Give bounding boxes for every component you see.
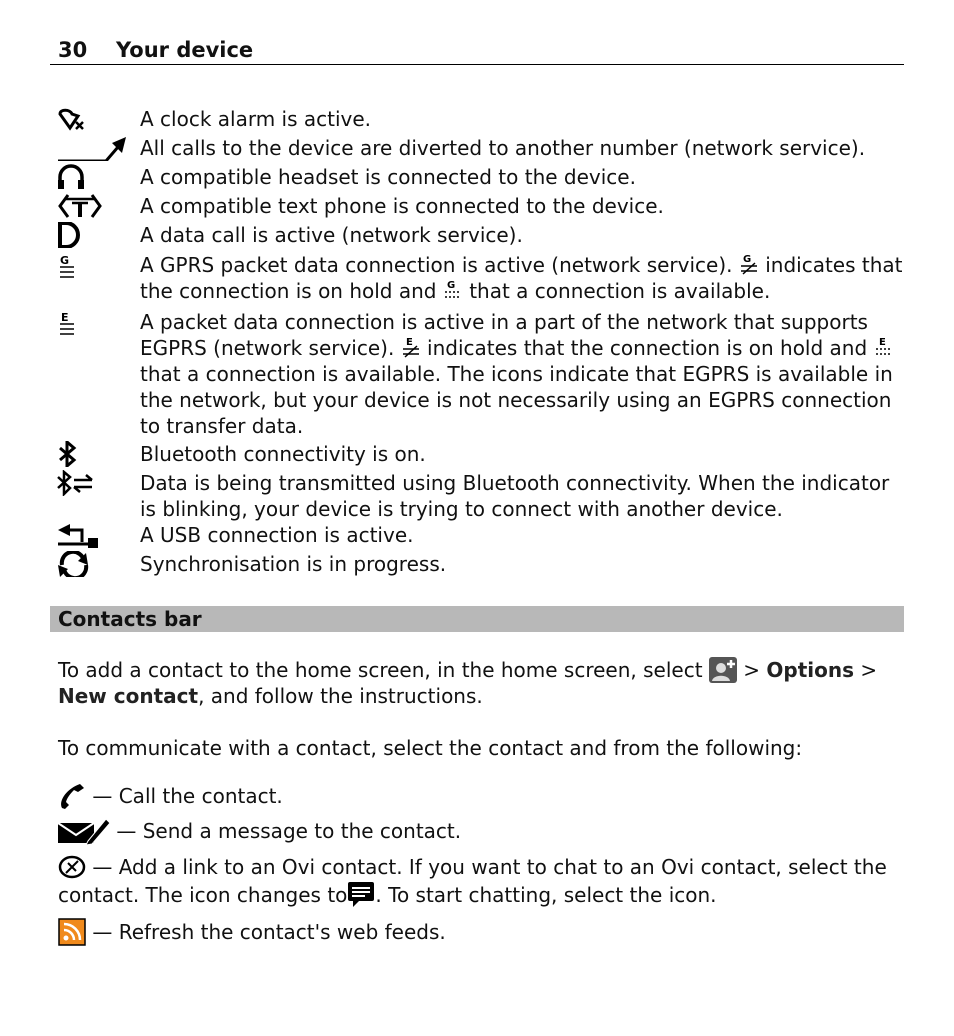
page-number: 30 — [58, 38, 88, 62]
data-call-icon — [56, 222, 126, 248]
call-divert-icon — [56, 135, 126, 161]
message-item: — Send a message to the contact. — [58, 817, 908, 845]
egprs-hold-icon — [401, 335, 421, 359]
indicator-text: A GPRS packet data connection is active (network service). G indicates that the connection is on hold and G that a connection is available. — [140, 253, 903, 303]
communicate-paragraph: To communicate with a contact, select the contact and from the following: — [58, 736, 803, 760]
indicator-text: All calls to the device are diverted to another number (network service). — [140, 136, 866, 160]
sync-icon — [56, 551, 126, 577]
phone-icon — [58, 782, 86, 810]
alarm-icon — [56, 106, 126, 132]
indicator-text: A compatible text phone is connected to the device. — [140, 194, 664, 218]
call-item: — Call the contact. — [58, 782, 908, 810]
svg-text:G: G — [60, 254, 70, 267]
svg-text:E: E — [61, 311, 69, 324]
rss-feed-icon — [58, 918, 86, 946]
section-heading: Contacts bar — [58, 607, 202, 631]
svg-text:E: E — [405, 337, 413, 348]
gprs-available-icon — [443, 278, 463, 302]
add-contact-icon — [709, 657, 737, 683]
page-header — [50, 36, 904, 65]
egprs-icon — [56, 309, 126, 335]
egprs-available-icon — [874, 335, 894, 359]
ovi-link-icon — [58, 853, 86, 881]
new-contact-label: New contact — [58, 684, 199, 708]
chat-icon — [347, 881, 375, 907]
web-feeds-item: — Refresh the contact's web feeds. — [58, 918, 908, 946]
options-label: Options — [766, 658, 855, 682]
page-title: Your device — [116, 38, 254, 62]
ovi-link-item: — Add a link to an Ovi contact. If you want to chat to an Ovi contact, select the contact. The icon changes to . To start chatting, select the icon. — [58, 855, 887, 907]
indicator-text: A compatible headset is connected to the device. — [140, 165, 636, 189]
svg-text:E: E — [878, 337, 886, 348]
indicator-text: A clock alarm is active. — [140, 107, 372, 131]
add-contact-paragraph: To add a contact to the home screen, in the home screen, select > Options > New contact, and follow the instructions. — [58, 658, 878, 708]
indicator-text: Synchronisation is in progress. — [140, 552, 447, 576]
message-icon — [58, 817, 110, 845]
indicator-text: Data is being transmitted using Bluetooth connectivity. When the indicator is blinking, your device is trying to connect with another device. — [140, 471, 890, 521]
gprs-icon — [56, 252, 126, 278]
indicator-text: A packet data connection is active in a part of the network that supports EGPRS (network service). E indicates that the connection is on hold and E that a connection is available. The icons indicate that EGPRS is available in the network, but your device is not necessarily using an EGPRS connection to transfer data. — [140, 310, 893, 438]
svg-text:G: G — [742, 254, 752, 265]
svg-text:G: G — [446, 280, 456, 291]
bluetooth-icon — [56, 441, 126, 467]
headset-icon — [56, 164, 126, 190]
indicator-text: A data call is active (network service). — [140, 223, 523, 247]
section-heading-bar — [50, 606, 904, 632]
indicator-text: A USB connection is active. — [140, 523, 414, 547]
gprs-hold-icon — [739, 252, 759, 276]
indicator-text: Bluetooth connectivity is on. — [140, 442, 426, 466]
text-phone-icon — [56, 193, 126, 219]
bluetooth-transfer-icon — [56, 470, 126, 496]
usb-icon — [56, 522, 126, 548]
